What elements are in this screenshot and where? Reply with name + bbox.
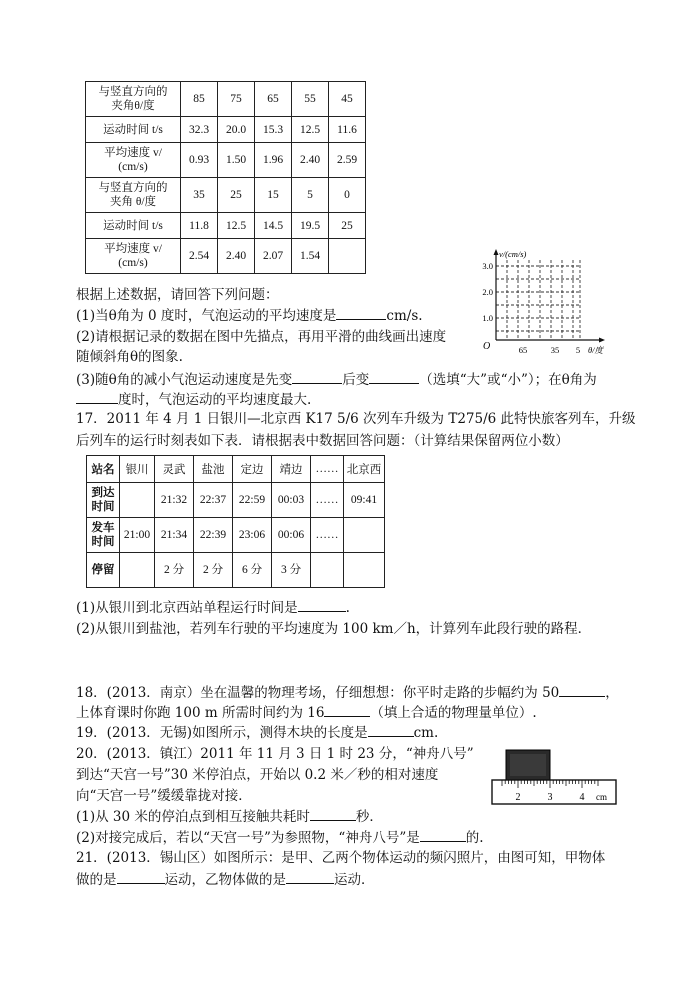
table-cell: 25 [218,178,255,213]
q21-line2: 做的是 运动，乙物体做的是 运动． [76,872,375,888]
table-cell: 14.5 [255,213,292,239]
table-cell: 22:59 [233,483,272,518]
table-cell: …… [311,483,344,518]
answer-blank [559,683,605,697]
q16-part3-line2: 度时，气泡运动的平均速度最大. [76,390,311,409]
velocity-angle-graph [474,246,614,358]
row-header: 运动时间 t/s [86,213,181,239]
table-row [87,553,385,588]
q18-line1: 18．(2013．南京）坐在温馨的物理考场，仔细想想：你平时走路的步幅约为 50 ， [76,685,619,701]
origin-label: O [483,341,491,352]
row-header: 运动时间 t/s [86,117,181,143]
table-cell [311,553,344,588]
q20-sub2: (2)对接完成后，若以“天宫一号”为参照物，“神舟八号”是 的. [76,830,484,846]
table-header-cell: …… [311,456,344,483]
y-tick-label: 2.0 [482,287,493,297]
table-row [86,82,366,117]
q20-line3: 向“天宫一号”缓缓靠拢对接． [76,788,252,804]
y-axis-arrow-icon [494,249,499,255]
table-cell: 2.40 [292,143,329,178]
table-cell: 32.3 [181,117,218,143]
x-tick-label: 35 [550,345,560,355]
table-cell: 45 [329,82,366,117]
table-cell: 2.07 [255,239,292,274]
table-cell: 21:00 [120,518,155,553]
table-cell [120,553,155,588]
table-cell: 00:06 [272,518,311,553]
q16-part3-line1: (3)随θ角的减小气泡运动速度是先变 后变 （选填“大”或“小”）；在θ角为 [76,372,597,388]
table-cell: 23:06 [233,518,272,553]
table-cell [120,483,155,518]
table-cell: 65 [255,82,292,117]
answer-blank [420,828,466,842]
table-cell: 2 分 [194,553,233,588]
q20-sub1: (1)从 30 米的停泊点到相互接触共耗时 秒． [76,809,383,825]
table-row [87,456,385,483]
graph-grid [496,260,580,340]
table-cell: 20.0 [218,117,255,143]
row-header: 平均速度 v/ (cm/s) [86,239,181,274]
row-header: 平均速度 v/ (cm/s) [86,143,181,178]
table-header-cell: 靖边 [272,456,311,483]
table-row [86,117,366,143]
q16-intro: 根据上述数据，请回答下列问题： [76,287,279,303]
table-cell: 12.5 [218,213,255,239]
answer-blank [117,870,165,884]
table-cell [329,239,366,274]
y-tick-label: 1.0 [482,313,493,323]
table-row [87,483,385,518]
table-cell: 1.50 [218,143,255,178]
answer-blank [324,703,370,717]
q17-sub1: (1)从银川到北京西站单程运行时间是 . [76,600,350,616]
row-header: 停留 [87,553,120,588]
table-cell: 2.59 [329,143,366,178]
row-header: 与竖直方向的 夹角θ/度 [86,82,181,117]
ruler-figure [488,748,622,808]
table-cell: 1.96 [255,143,292,178]
answer-blank [286,870,334,884]
table-cell: 2 分 [155,553,194,588]
table-cell: 11.8 [181,213,218,239]
table-cell: 00:03 [272,483,311,518]
row-header: 到达 时间 [87,483,120,518]
table-cell: 85 [181,82,218,117]
answer-blank [368,723,414,737]
answer-blank [310,807,356,821]
q18-line2: 上体育课时你跑 100 m 所需时间约为 16 （填上合适的物理量单位）. [76,705,537,721]
table-header-cell: 盐池 [194,456,233,483]
q20-line1: 20．(2013．镇江）2011 年 11 月 3 日 1 时 23 分，“神舟八号” [76,746,474,762]
answer-blank [292,370,342,384]
x-tick-label: 5 [575,345,581,355]
table-cell: 0.93 [181,143,218,178]
table-cell: 09:41 [344,483,385,518]
table-cell: 19.5 [292,213,329,239]
table-header-cell: 灵武 [155,456,194,483]
table-header-cell: 北京西 [344,456,385,483]
x-axis-arrow-icon [599,338,605,343]
table-header-cell: 站名 [87,456,120,483]
table-cell [344,518,385,553]
table-row [87,518,385,553]
table-cell: 22:37 [194,483,233,518]
table-cell: 11.6 [329,117,366,143]
table-cell: 2.54 [181,239,218,274]
x-tick-label: 65 [518,345,528,355]
table-cell: 1.54 [292,239,329,274]
table-header-cell: 银川 [120,456,155,483]
table-cell: 25 [329,213,366,239]
wooden-block-face [510,754,546,776]
table-row [86,143,366,178]
row-header: 发车 时间 [87,518,120,553]
table-cell: 21:34 [155,518,194,553]
table-cell: …… [311,518,344,553]
table-cell: 35 [181,178,218,213]
row-header: 与竖直方向的 夹角 θ/度 [86,178,181,213]
ruler-label: 2 [515,792,521,803]
table-cell: 6 分 [233,553,272,588]
table-row [86,178,366,213]
table-cell: 0 [329,178,366,213]
q17-line1: 17．2011 年 4 月 1 日银川—北京西 K17 5/6 次列车升级为 T275/6 此特快旅客列车，升级 [76,411,636,427]
answer-blank [298,598,346,612]
q21-line1: 21．(2013．锡山区）如图所示：是甲、乙两个物体运动的频闪照片，由图可知，甲物体 [76,850,606,866]
table-cell: 12.5 [292,117,329,143]
answer-blank [336,306,386,320]
ruler-unit-label: cm [596,792,607,802]
bubble-data-table [85,81,366,274]
q17-sub2: (2)从银川到盐池，若列车行驶的平均速度为 100 km／h，计算列车此段行驶的路程． [76,621,592,637]
answer-blank [369,370,419,384]
table-cell: 55 [292,82,329,117]
table-cell: 5 [292,178,329,213]
q16-part1: (1)当θ角为 0 度时，气泡运动的平均速度是 cm/s. [76,308,423,324]
table-header-cell: 定边 [233,456,272,483]
table-cell: 75 [218,82,255,117]
table-cell [344,553,385,588]
ruler-label: 3 [547,792,553,803]
q19-line: 19．(2013．无锡)如图所示，测得木块的长度是 cm. [76,725,439,741]
ruler-label: 4 [579,792,585,803]
q16-part2-line1: (2)请根据记录的数据在图中先描点，再用平滑的曲线画出速度 [76,329,447,345]
x-axis-label: θ/度 [588,345,604,355]
train-timetable [86,455,385,588]
q16-part2-line2: 随倾斜角θ的图象. [76,349,183,365]
table-cell: 15.3 [255,117,292,143]
table-cell: 2.40 [218,239,255,274]
q17-line2: 后列车的运行时刻表如下表．请根据表中数据回答问题：（计算结果保留两位小数） [76,433,569,449]
answer-blank [76,390,118,404]
table-row [86,213,366,239]
q20-line2: 到达“天宫一号”30 米停泊点，开始以 0.2 米／秒的相对速度 [76,767,439,783]
table-cell: 15 [255,178,292,213]
table-cell: 3 分 [272,553,311,588]
y-tick-label: 3.0 [482,261,493,271]
table-row [86,239,366,274]
table-cell: 21:32 [155,483,194,518]
y-axis-label: v/(cm/s) [499,249,527,259]
table-cell: 22:39 [194,518,233,553]
